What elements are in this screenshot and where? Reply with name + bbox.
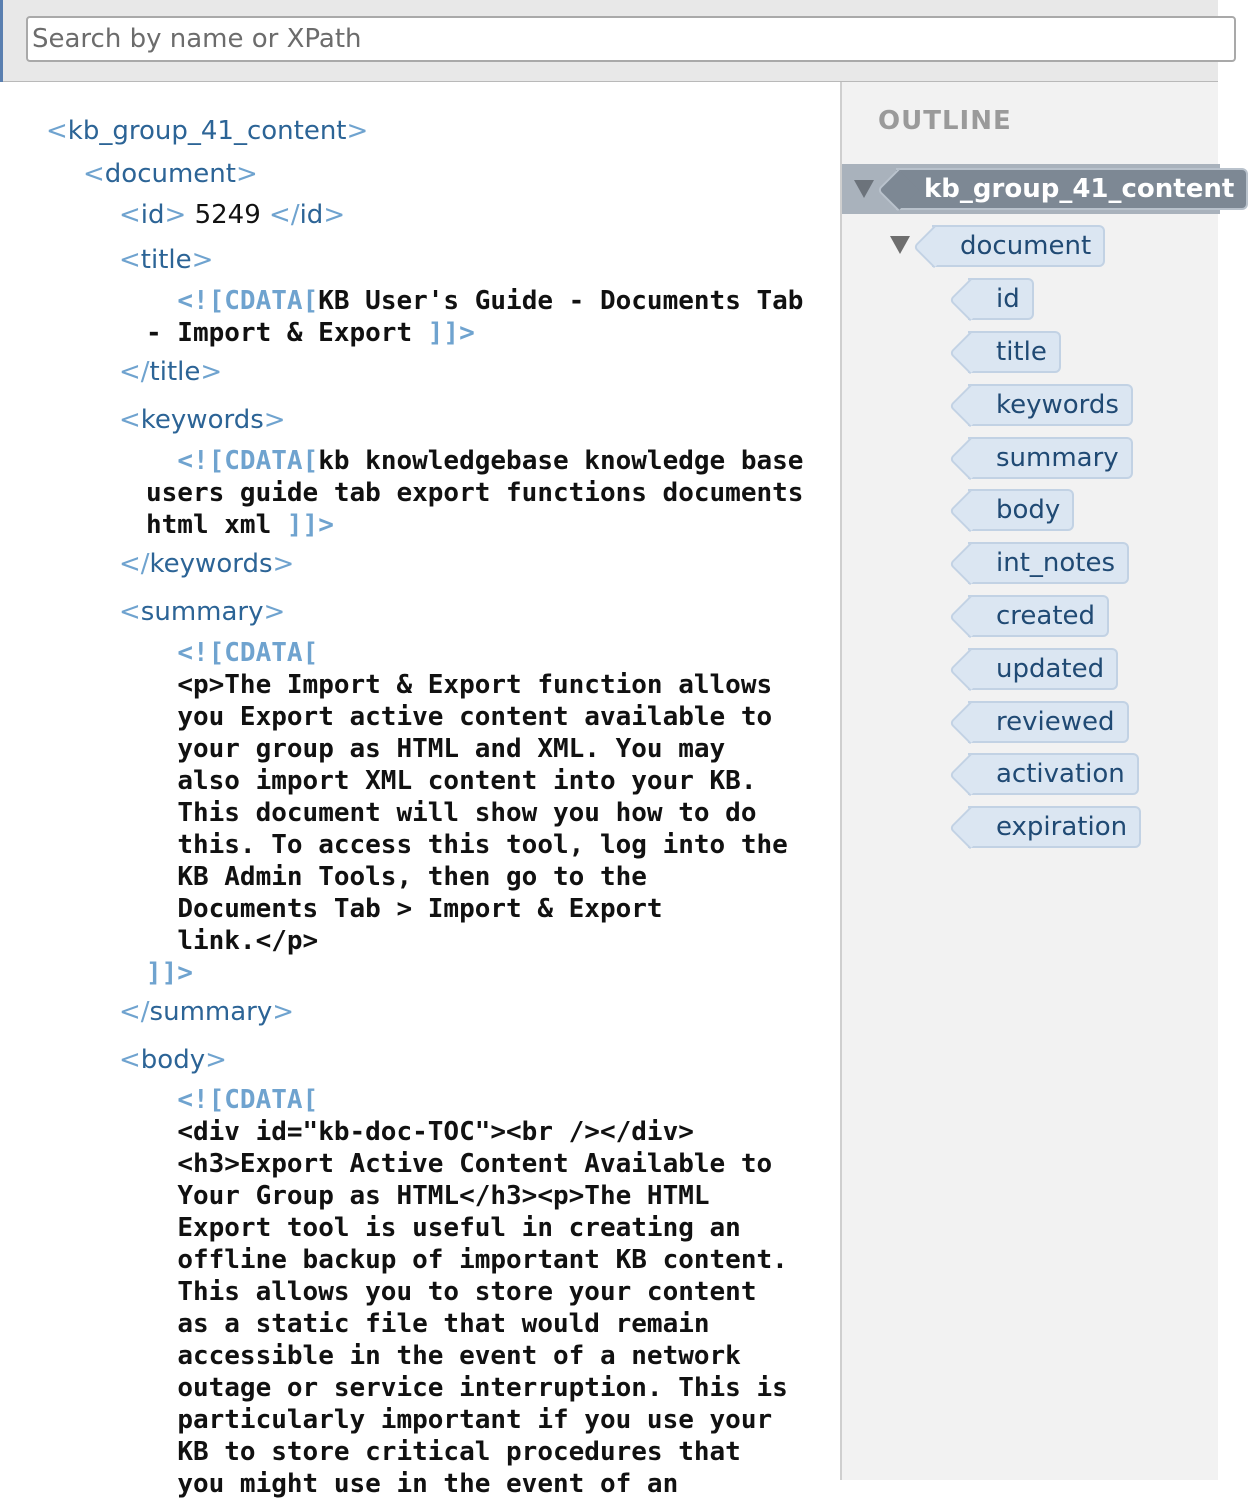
- tag-name: title: [140, 245, 192, 275]
- cdata-line: also import XML content into your KB.: [177, 766, 757, 796]
- outline-node-document[interactable]: document: [932, 225, 1105, 267]
- tag-name: title: [149, 357, 201, 387]
- outline-node-created[interactable]: created: [968, 595, 1109, 637]
- cdata-line: KB Admin Tools, then go to the: [177, 862, 647, 892]
- cdata-line: ]]>: [146, 958, 193, 988]
- cdata-line: <![CDATA[KB User's Guide - Documents Tab: [177, 286, 804, 316]
- keywords-cdata[interactable]: [146, 445, 803, 541]
- outline-root-row[interactable]: [842, 164, 1235, 214]
- outline-title: OUTLINE: [878, 106, 1012, 136]
- cdata-line: <div id="kb-doc-TOC"><br /></div>: [177, 1117, 694, 1147]
- outline-node-root[interactable]: kb_group_41_content: [896, 168, 1248, 210]
- cdata-line: - Import & Export ]]>: [146, 318, 475, 348]
- tag-name: summary: [140, 597, 264, 627]
- cdata-line: html xml ]]>: [146, 510, 334, 540]
- summary-cdata[interactable]: [146, 637, 788, 989]
- cdata-line: Documents Tab > Import & Export: [177, 894, 663, 924]
- tag-name: keywords: [140, 405, 264, 435]
- cdata-line: KB to store critical procedures that: [177, 1437, 741, 1467]
- outline-panel: [840, 82, 1235, 1480]
- tag-name: document: [104, 159, 236, 189]
- cdata-line: <![CDATA[kb knowledgebase knowledge base: [177, 446, 804, 476]
- tag-name: kb_group_41_content: [67, 116, 347, 146]
- cdata-line: Your Group as HTML</h3><p>The HTML: [177, 1181, 710, 1211]
- title-cdata[interactable]: [146, 285, 803, 349]
- outline-node-id[interactable]: id: [968, 278, 1034, 320]
- cdata-line: accessible in the event of a network: [177, 1341, 741, 1371]
- title-close-tag[interactable]: </title>: [119, 357, 223, 387]
- cdata-line: <p>The Import & Export function allows: [177, 670, 773, 700]
- title-open-tag[interactable]: <title>: [119, 245, 214, 275]
- tag-name: body: [140, 1045, 206, 1075]
- outline-node-int-notes[interactable]: int_notes: [968, 542, 1129, 584]
- search-input[interactable]: [26, 16, 1236, 62]
- root-open-tag[interactable]: <kb_group_41_content>: [46, 116, 369, 146]
- disclosure-triangle-icon[interactable]: [854, 180, 874, 198]
- cdata-line: you Export active content available to: [177, 702, 773, 732]
- tag-name: id: [140, 200, 165, 230]
- cdata-line: you might use in the event of an: [177, 1469, 679, 1499]
- keywords-close-tag[interactable]: </keywords>: [119, 549, 295, 579]
- outline-node-summary[interactable]: summary: [968, 437, 1133, 479]
- tag-name: id: [299, 200, 324, 230]
- cdata-line: <![CDATA[: [177, 638, 319, 668]
- cdata-line: outage or service interruption. This is: [177, 1373, 788, 1403]
- keywords-open-tag[interactable]: <keywords>: [119, 405, 286, 435]
- cdata-line: This document will show you how to do: [177, 798, 757, 828]
- cdata-line: <![CDATA[: [177, 1085, 319, 1115]
- outline-node-updated[interactable]: updated: [968, 648, 1118, 690]
- toolbar: [0, 0, 1218, 82]
- xml-view[interactable]: [0, 82, 840, 1499]
- cdata-line: link.</p>: [177, 926, 319, 956]
- disclosure-triangle-icon[interactable]: [890, 236, 910, 254]
- body-cdata[interactable]: [146, 1084, 788, 1500]
- cdata-line: offline backup of important KB content.: [177, 1245, 788, 1275]
- id-element[interactable]: <id> 5249 </id>: [119, 200, 346, 230]
- outline-node-body[interactable]: body: [968, 489, 1074, 531]
- outline-node-reviewed[interactable]: reviewed: [968, 701, 1129, 743]
- outline-node-activation[interactable]: activation: [968, 753, 1139, 795]
- outline-node-title[interactable]: title: [968, 331, 1061, 373]
- cdata-line: this. To access this tool, log into the: [177, 830, 788, 860]
- cdata-line: as a static file that would remain: [177, 1309, 710, 1339]
- body-open-tag[interactable]: <body>: [119, 1045, 227, 1075]
- cdata-line: your group as HTML and XML. You may: [177, 734, 726, 764]
- outline-node-expiration[interactable]: expiration: [968, 806, 1141, 848]
- tag-name: keywords: [149, 549, 273, 579]
- cdata-line: <h3>Export Active Content Available to: [177, 1149, 773, 1179]
- summary-close-tag[interactable]: </summary>: [119, 997, 295, 1027]
- cdata-line: Export tool is useful in creating an: [177, 1213, 741, 1243]
- cdata-line: This allows you to store your content: [177, 1277, 757, 1307]
- id-value: 5249: [194, 200, 261, 230]
- outline-node-keywords[interactable]: keywords: [968, 384, 1133, 426]
- cdata-line: users guide tab export functions documents: [146, 478, 804, 508]
- document-open-tag[interactable]: <document>: [83, 159, 258, 189]
- tag-name: summary: [149, 997, 273, 1027]
- cdata-line: particularly important if you use your: [177, 1405, 773, 1435]
- summary-open-tag[interactable]: <summary>: [119, 597, 286, 627]
